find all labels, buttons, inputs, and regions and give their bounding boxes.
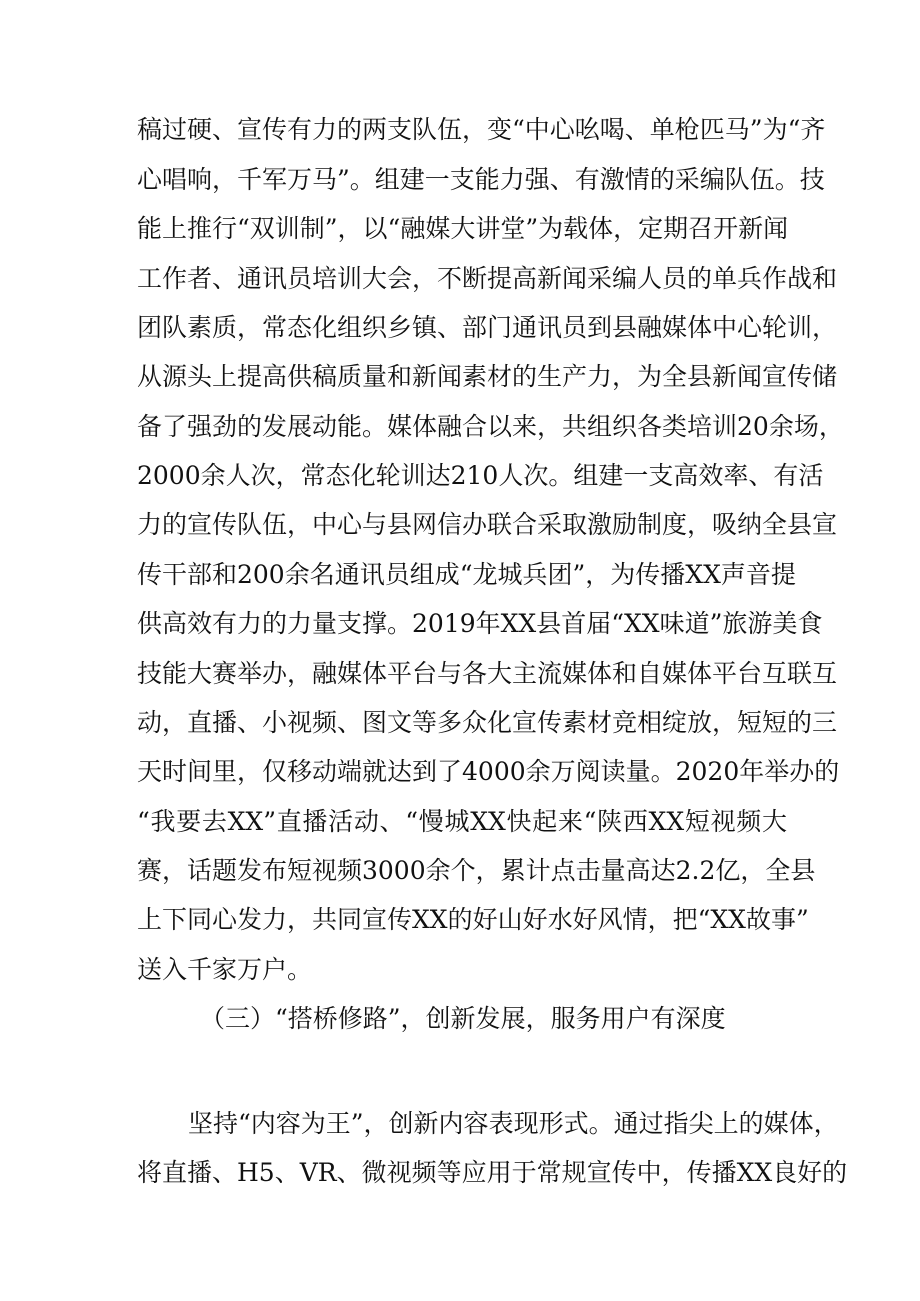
text-line: 坚持“内容为王”，创新内容表现形式。通过指尖上的媒体， [188, 1109, 839, 1138]
text-line: 赛，话题发布短视频3000余个，累计点击量高达2.2亿，全县 [137, 856, 816, 885]
text-line: 从源头上提高供稿质量和新闻素材的生产力，为全县新闻宣传储 [137, 362, 838, 391]
text-line: 团队素质，常态化组织乡镇、部门通讯员到县融媒体中心轮训， [137, 313, 838, 342]
text-line: 动，直播、小视频、图文等多众化宣传素材竞相绽放，短短的三 [137, 708, 838, 737]
text-line: 稿过硬、宣传有力的两支队伍，变“中心吆喝、单枪匹马”为“齐 [137, 115, 826, 144]
text-line: 传干部和200余名通讯员组成“龙城兵团”，为传播XX声音提 [137, 560, 796, 589]
text-line: 天时间里，仅移动端就达到了4000余万阅读量。2020年举办的 [137, 757, 840, 786]
text-line: 上下同心发力，共同宣传XX的好山好水好风情，把“XX故事” [137, 905, 809, 934]
section-heading: （三）“搭桥修路”，创新发展，服务用户有深度 [200, 1004, 726, 1033]
text-line: 送入千家万户。 [137, 955, 313, 984]
text-line: 将直播、H5、VR、微视频等应用于常规宣传中，传播XX良好的 [137, 1158, 848, 1187]
text-line: 备了强劲的发展动能。媒体融合以来，共组织各类培训20余场， [137, 412, 844, 441]
text-line: 技能大赛举办，融媒体平台与各大主流媒体和自媒体平台互联互 [137, 659, 838, 688]
text-line: 供高效有力的力量支撑。2019年XX县首届“XX味道”旅游美食 [137, 609, 823, 638]
text-line: 心唱响，千军万马”。组建一支能力强、有激情的采编队伍。技 [137, 165, 825, 194]
text-line: 能上推行“双训制”，以“融媒大讲堂”为载体，定期召开新闻 [137, 214, 789, 243]
text-line: 工作者、通讯员培训大会，不断提高新闻采编人员的单兵作战和 [137, 264, 838, 293]
text-line: “我要去XX”直播活动、“慢城XX快起来“陕西XX短视频大 [137, 807, 787, 836]
text-line: 2000余人次，常态化轮训达210人次。组建一支高效率、有活 [137, 461, 824, 490]
text-line: 力的宣传队伍，中心与县网信办联合采取激励制度，吸纳全县宣 [137, 510, 838, 539]
